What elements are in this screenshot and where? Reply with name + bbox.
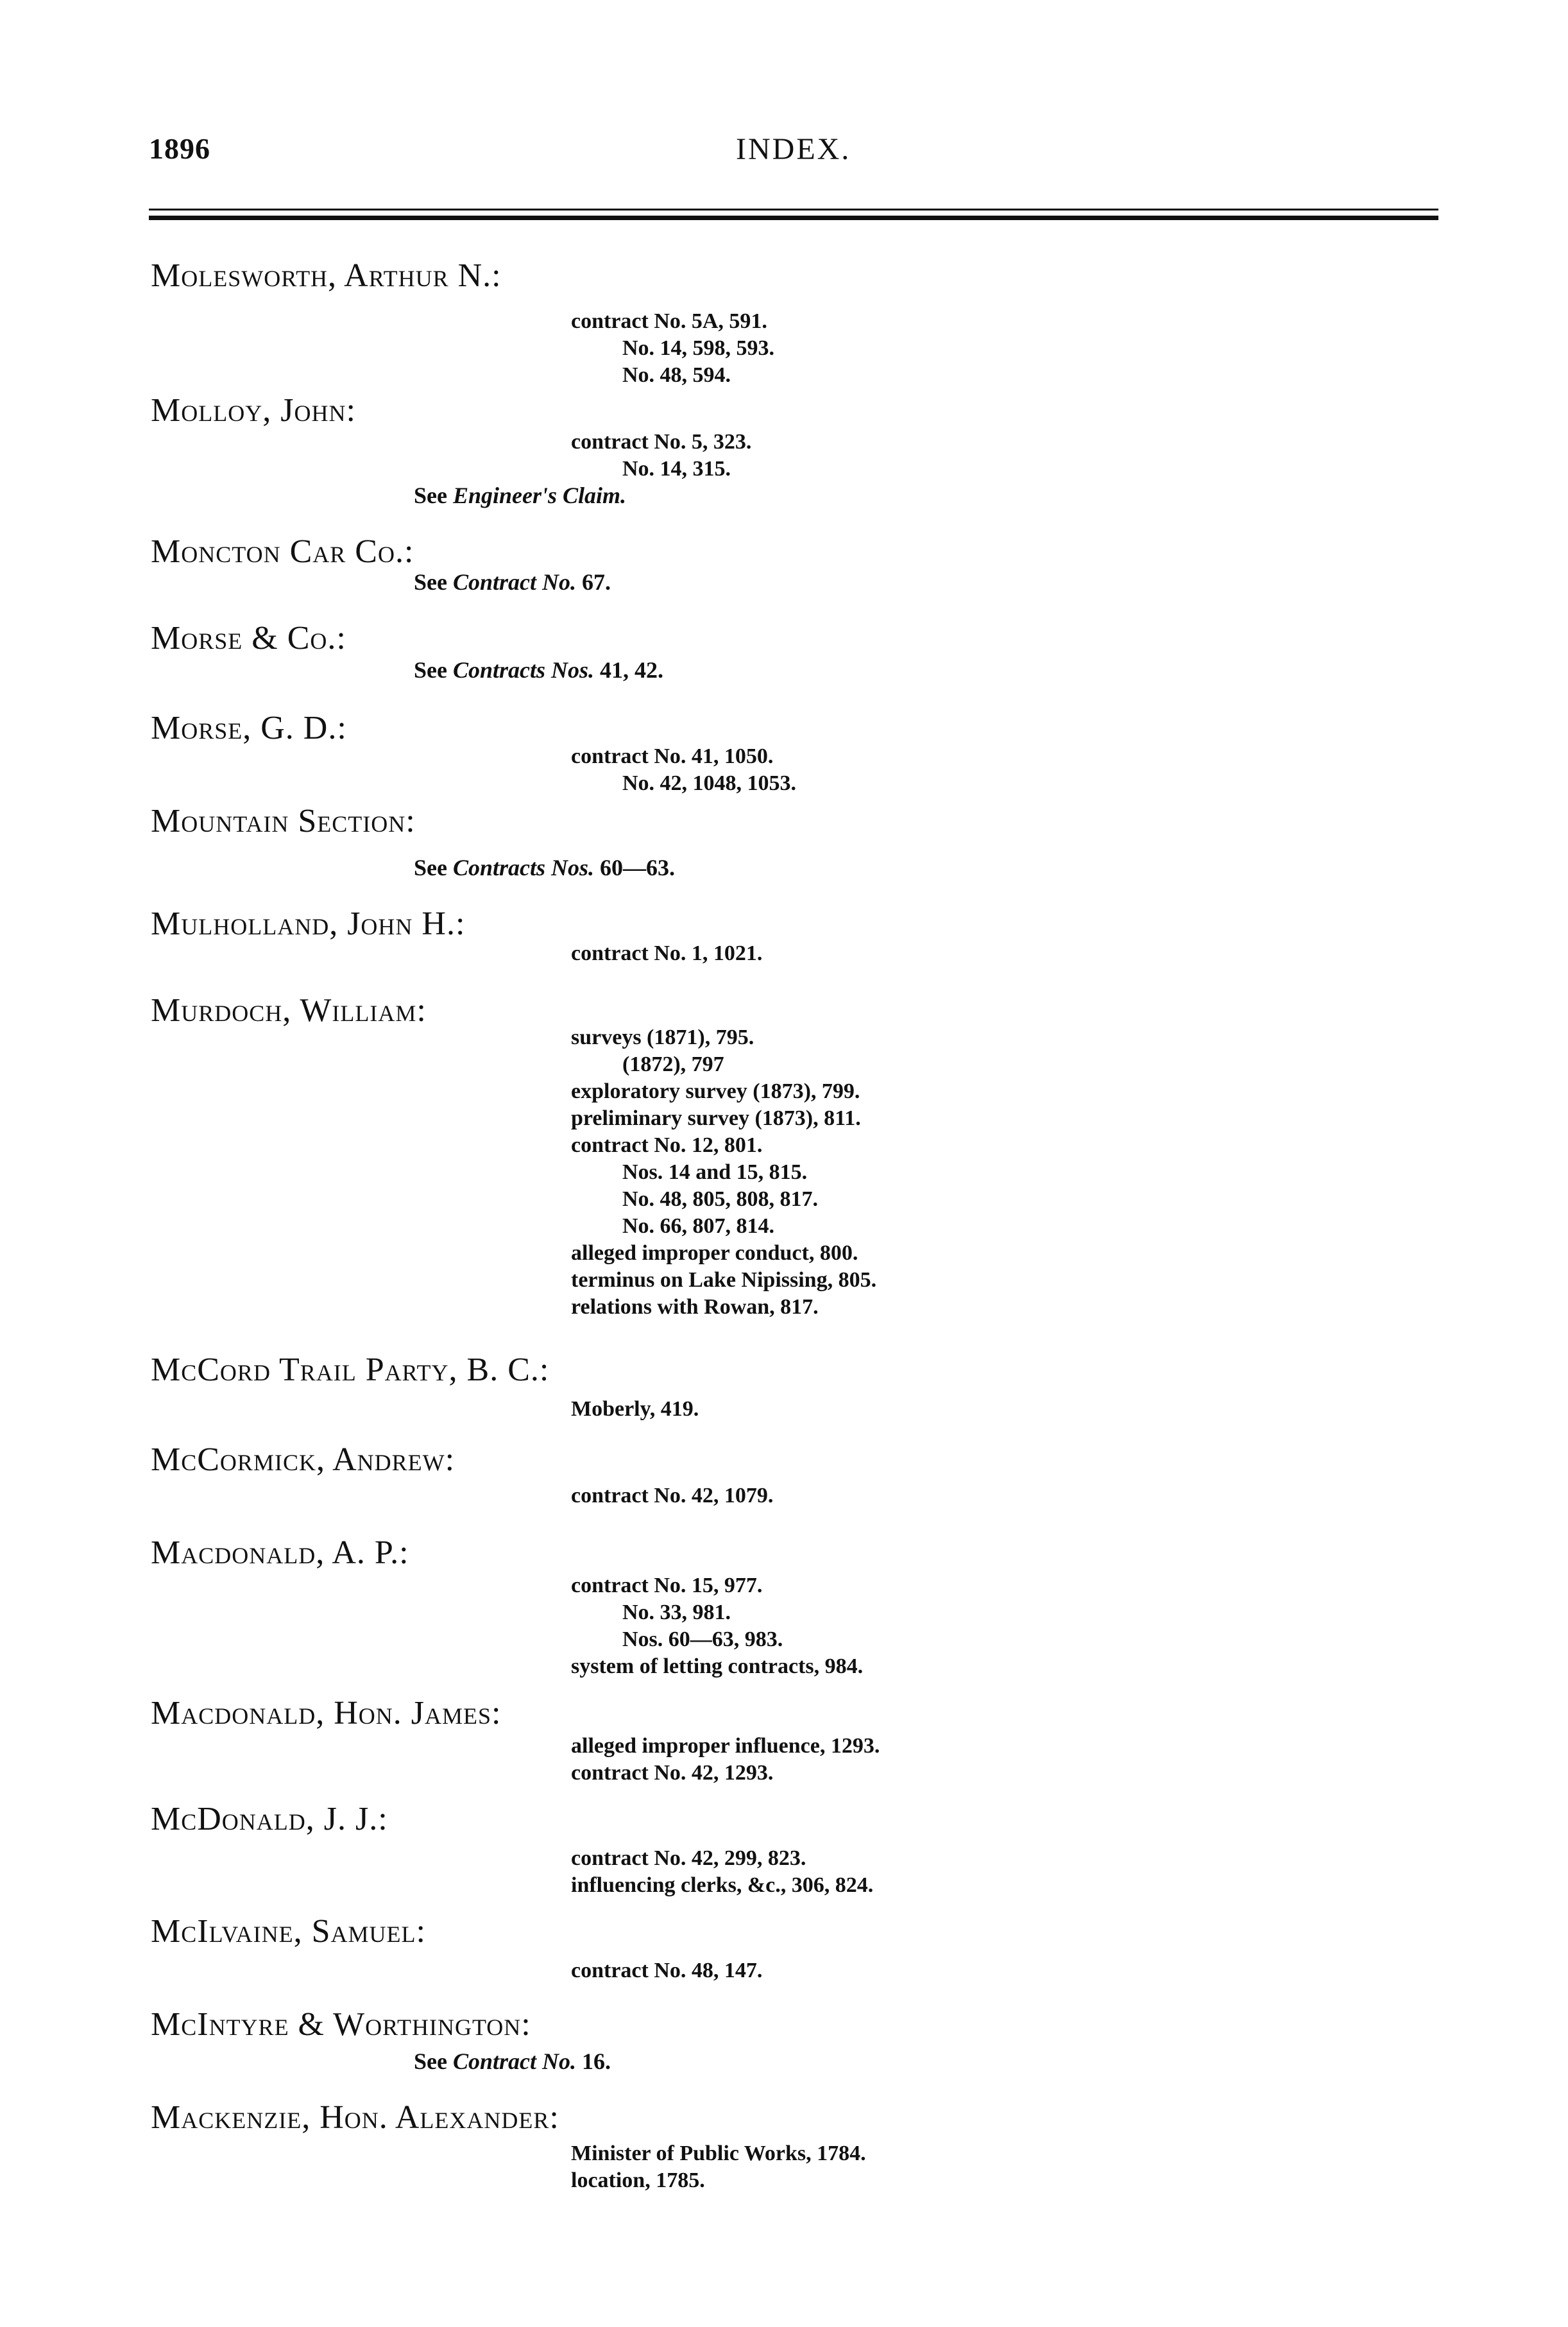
subentry: contract No. 15, 977. [571,1574,763,1597]
entry-heading: Molloy, John: [151,392,356,429]
subentry-list [571,308,774,389]
see-prefix: See [414,2048,447,2074]
entry-heading: McIlvaine, Samuel: [151,1913,426,1950]
see-target: Engineer's Claim. [452,483,627,508]
subentry: Nos. 14 and 15, 815. [622,1160,808,1184]
entry-heading: Mulholland, John H.: [151,906,466,942]
header-rule-thick [149,216,1438,220]
subentry: contract No. 42, 1079. [571,1484,774,1507]
subentry: terminus on Lake Nipissing, 805. [571,1268,877,1292]
subentry: contract No. 12, 801. [571,1133,763,1157]
see-reference [414,568,611,596]
subentry: No. 66, 807, 814. [622,1214,775,1238]
subentry: contract No. 42, 1293. [571,1761,774,1785]
subentry: alleged improper conduct, 800. [571,1241,858,1265]
see-target: Contract No. [452,569,577,595]
subentry: Moberly, 419. [571,1397,699,1421]
entry-heading: Morse & Co.: [151,620,346,657]
page-header [149,132,1438,176]
see-prefix: See [414,855,447,880]
subentry: surveys (1871), 795. [571,1026,754,1049]
subentry: Nos. 60—63, 983. [622,1627,783,1651]
entry-heading: McDonald, J. J.: [151,1801,388,1837]
subentry: location, 1785. [571,2168,705,2192]
subentry: No. 33, 981. [622,1601,731,1624]
subentry-list [571,2140,866,2194]
see-number: 60—63. [600,855,676,880]
subentry: No. 14, 315. [622,457,731,481]
subentry: contract No. 1, 1021. [571,941,763,965]
see-reference [414,481,626,510]
subentry: No. 42, 1048, 1053. [622,771,797,795]
subentry: (1872), 797 [622,1052,724,1076]
subentry-list [571,1482,773,1509]
entry-heading: Murdoch, William: [151,992,427,1029]
entry-heading: Mountain Section: [151,803,416,839]
subentry-list [571,1572,863,1680]
subentry: No. 48, 594. [622,363,731,387]
entry-heading: Macdonald, Hon. James: [151,1695,502,1731]
entry-heading: McCormick, Andrew: [151,1441,456,1478]
see-reference [414,656,663,684]
subentry-list [571,1733,880,1787]
entry-heading: Morse, G. D.: [151,710,347,746]
see-number: 16. [582,2048,611,2074]
entry-heading: Moncton Car Co.: [151,533,414,570]
subentry-list [571,743,796,797]
subentry-list [571,1957,762,1984]
entry-heading: McIntyre & Worthington: [151,2006,531,2043]
see-number: 67. [582,569,611,595]
entry-heading: McCord Trail Party, B. C.: [151,1352,550,1388]
see-target: Contracts Nos. [452,657,595,683]
subentry-list [571,429,751,483]
subentry: preliminary survey (1873), 811. [571,1106,861,1130]
see-target: Contracts Nos. [452,855,595,880]
subentry: Minister of Public Works, 1784. [571,2142,866,2165]
subentry: contract No. 5A, 591. [571,309,767,333]
running-title: INDEX. [736,132,851,166]
see-reference [414,854,675,882]
subentry-list [571,1024,876,1321]
entry-heading: Molesworth, Arthur N.: [151,257,502,294]
subentry: contract No. 48, 147. [571,1959,763,1982]
page-number: 1896 [149,132,210,165]
subentry: contract No. 42, 299, 823. [571,1846,806,1870]
see-target: Contract No. [452,2048,577,2074]
subentry: exploratory survey (1873), 799. [571,1079,860,1103]
subentry: No. 48, 805, 808, 817. [622,1187,819,1211]
subentry: No. 14, 598, 593. [622,336,775,360]
entry-heading: Mackenzie, Hon. Alexander: [151,2099,559,2136]
subentry: influencing clerks, &c., 306, 824. [571,1873,874,1897]
subentry-list [571,1845,873,1899]
subentry: relations with Rowan, 817. [571,1295,819,1319]
see-prefix: See [414,657,447,683]
see-prefix: See [414,483,447,508]
entry-heading: Macdonald, A. P.: [151,1534,409,1571]
subentry: contract No. 5, 323. [571,430,752,454]
see-reference [414,2047,611,2075]
header-rule-thin [149,209,1438,210]
subentry: contract No. 41, 1050. [571,744,774,768]
see-prefix: See [414,569,447,595]
subentry: alleged improper influence, 1293. [571,1734,880,1758]
subentry: system of letting contracts, 984. [571,1654,864,1678]
see-number: 41, 42. [600,657,664,683]
subentry-list [571,1396,699,1423]
subentry-list [571,940,762,967]
